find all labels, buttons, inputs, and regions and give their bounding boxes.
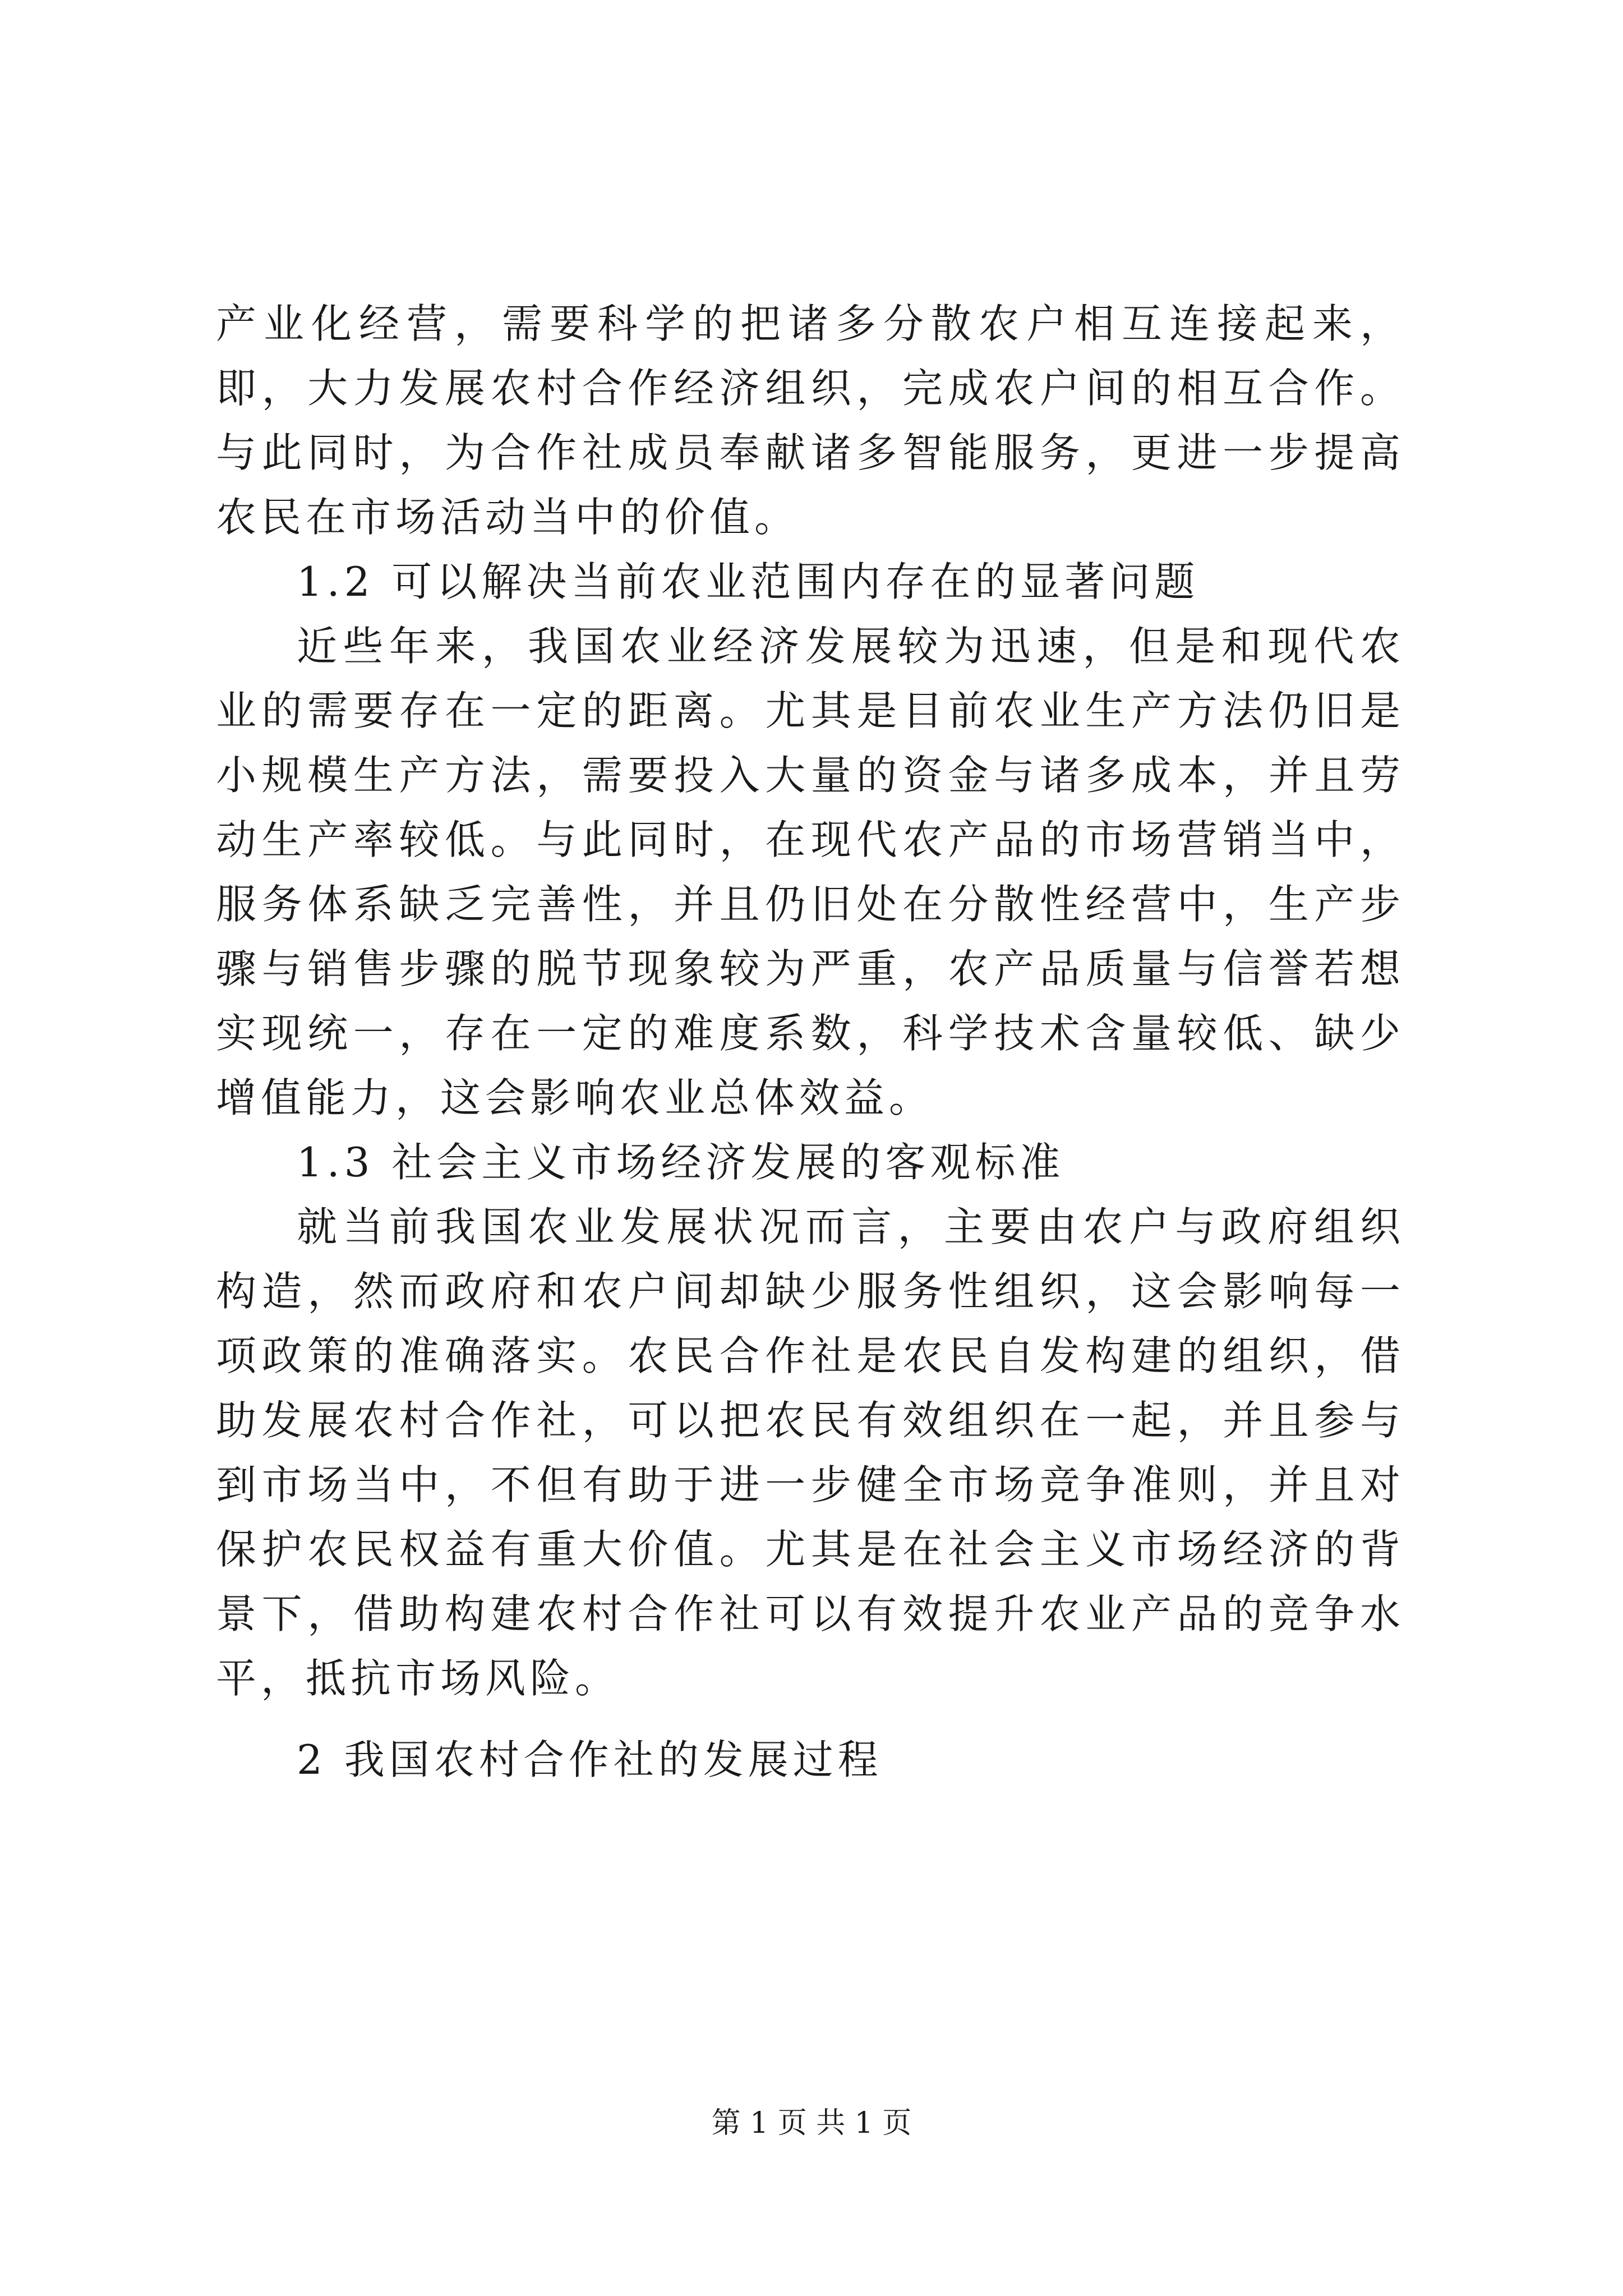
section-heading-2: 2 我国农村合作社的发展过程 (297, 1736, 883, 1783)
paragraph-continued: 产业化经营，需要科学的把诸多分散农户相互连接起来，即，大力发展农村合作经济组织，完成农户间的相互合作。与此同时，为合作社成员奉献诸多智能服务，更进一步提高农民在市场活动当中的价值。 (216, 300, 1405, 541)
section-heading-1-2: 1.2 可以解决当前农业范围内存在的显著问题 (297, 558, 1200, 605)
paragraph-agriculture-problems: 近些年来，我国农业经济发展较为迅速，但是和现代农业的需要存在一定的距离。尤其是目前农业生产方法仍旧是小规模生产方法，需要投入大量的资金与诸多成本，并且劳动生产率较低。与此同时，在现代农产品的市场营销当中，服务体系缺乏完善性，并且仍旧处在分散性经营中，生产步骤与销售步骤的脱节现象较为严重，农产品质量与信誉若想实现统一，存在一定的难度系数，科学技术含量较低、缺少增值能力，这会影响农业总体效益。 (216, 623, 1405, 1121)
page-footer: 第 1 页 共 1 页 (711, 2106, 912, 2140)
paragraph-market-economy: 就当前我国农业发展状况而言，主要由农户与政府组织构造，然而政府和农户间却缺少服务性组织，这会影响每一项政策的准确落实。农民合作社是农民自发构建的组织，借助发展农村合作社，可以把农民有效组织在一起，并且参与到市场当中，不但有助于进一步健全市场竞争准则，并且对保护农民权益有重大价值。尤其是在社会主义市场经济的背景下，借助构建农村合作社可以有效提升农业产品的竞争水平，抵抗市场风险。 (216, 1203, 1405, 1702)
document-body (216, 292, 1405, 1792)
section-heading-1-3: 1.3 社会主义市场经济发展的客观标准 (297, 1139, 1065, 1186)
